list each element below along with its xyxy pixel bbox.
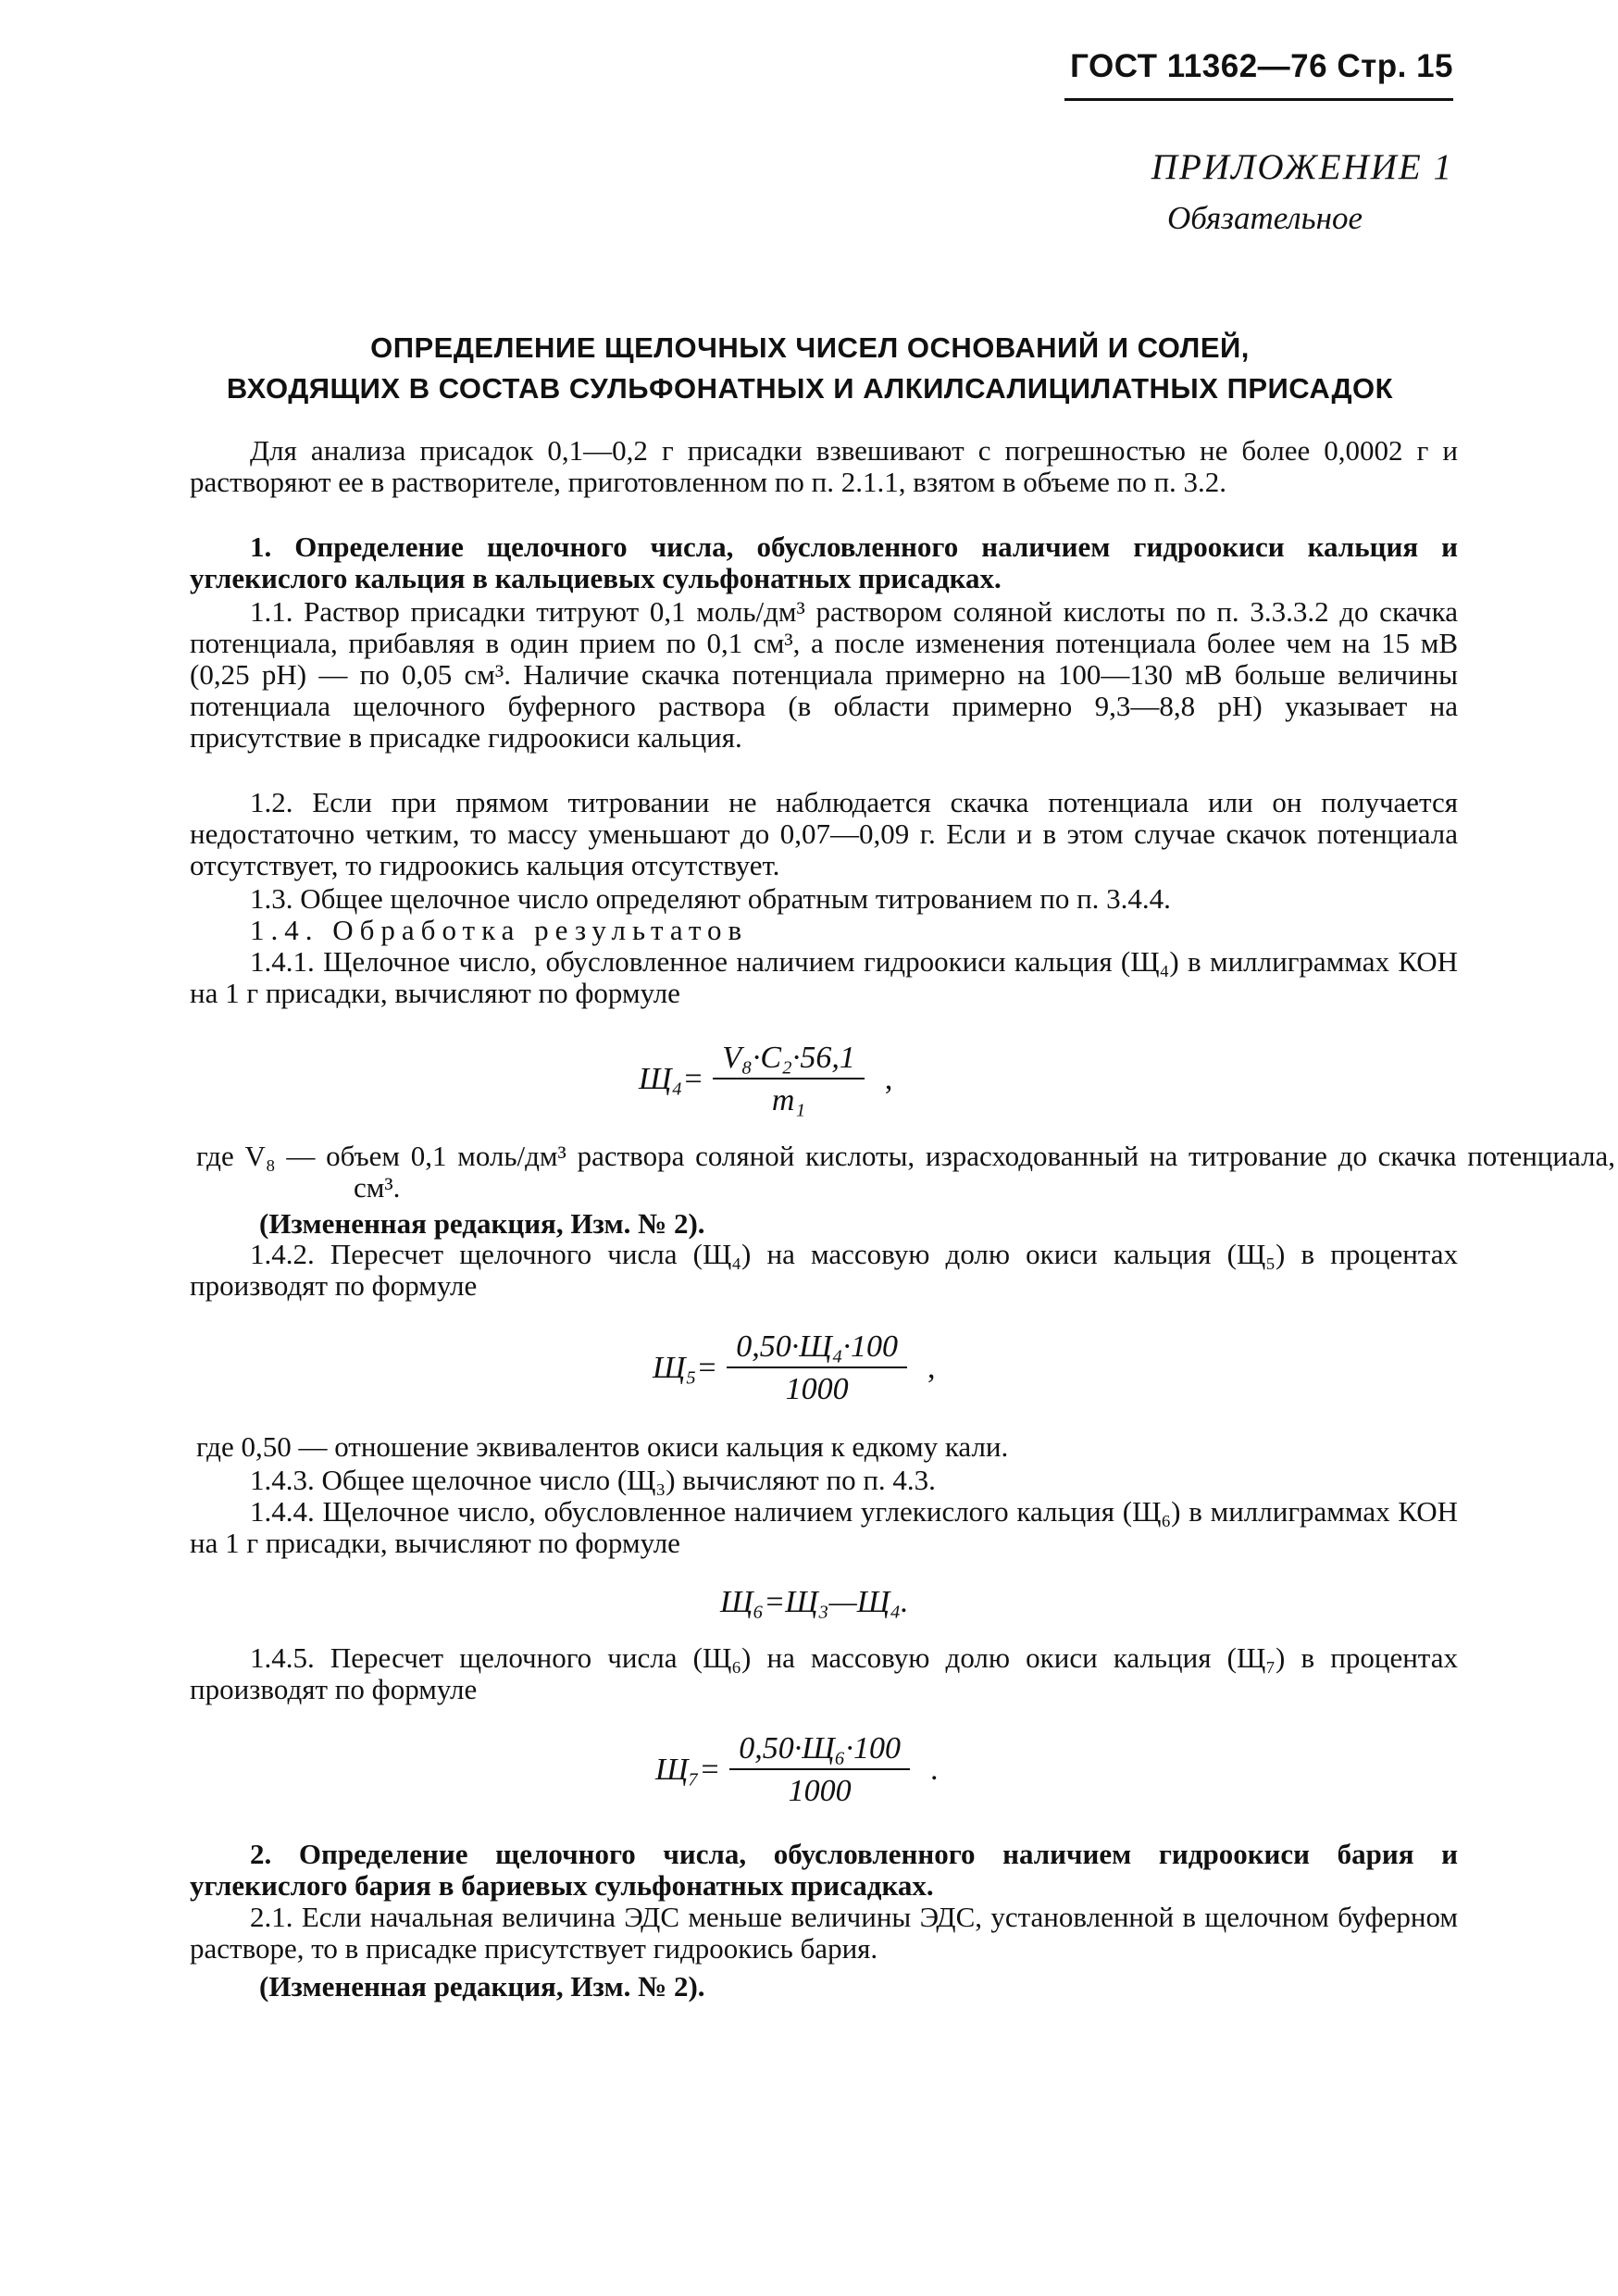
intro-paragraph: Для анализа присадок 0,1—0,2 г присадки взвешивают с погрешностью не более 0,0002 г и растворяют ее в растворителе, приготовленном по п. 2.1.1, взятом в объеме по п. 3.2.	[190, 434, 1458, 498]
where-v8: где V₈ — объем 0,1 моль/дм³ раствора соляной кислоты, израсходованный на титрование до скачка потенциала, см³.	[196, 1140, 1615, 1204]
paragraph-1-4-1: 1.4.1. Щелочное число, обусловленное наличием гидроокиси кальция (Щ₄) в миллиграммах КОН на 1 г присадки, вычисляют по формуле	[190, 945, 1458, 1009]
formula-shch7-fraction	[729, 1731, 910, 1809]
section-1-heading: 1. Определение щелочного числа, обусловленного наличием гидроокиси кальция и углекислого кальция в кальциевых сульфонатных присадках.	[190, 530, 1458, 594]
page-header: ГОСТ 11362—76 Стр. 15	[1070, 48, 1453, 84]
paragraph-1-4: 1.4. Обработка результатов	[250, 914, 749, 946]
paragraph-1-3: 1.3. Общее щелочное число определяют обратным титрованием по п. 3.4.4.	[250, 882, 1171, 915]
formula-shch5-punct: ,	[927, 1351, 936, 1385]
formula-shch7-numerator: 0,50·Щ₆·100	[729, 1731, 910, 1770]
appendix-status: Обязательное	[1167, 200, 1363, 236]
document-title-line-2: ВХОДЯЩИХ В СОСТАВ СУЛЬФОНАТНЫХ И АЛКИЛСАЛИЦИЛАТНЫХ ПРИСАДОК	[226, 372, 1394, 405]
paragraph-1-4-4: 1.4.4. Щелочное число, обусловленное наличием углекислого кальция (Щ₆) в миллиграммах КОН на 1 г присадки, вычисляют по формуле	[190, 1495, 1458, 1559]
formula-shch5-numerator: 0,50·Щ₄·100	[727, 1329, 907, 1368]
formula-shch5-lhs: Щ₅=	[653, 1351, 718, 1385]
document-title-line-1: ОПРЕДЕЛЕНИЕ ЩЕЛОЧНЫХ ЧИСЕЛ ОСНОВАНИЙ И СОЛЕЙ,	[370, 331, 1250, 364]
paragraph-1-1: 1.1. Раствор присадки титруют 0,1 моль/дм³ раствором соляной кислоты по п. 3.3.3.2 до скачка потенциала, прибавляя в один прием по 0,1 см³, а после изменения потенциала более чем на 15 мВ (0,25 pH) — по 0,05 см³. Наличие скачка потенциала примерно на 100—130 мВ больше величины потенциала щелочного буферного раствора (в области примерно 9,3—8,8 pH) указывает на присутствие в присадке гидроокиси кальция.	[190, 595, 1458, 754]
formula-shch4-denominator: m₁	[771, 1083, 806, 1117]
formula-shch6: Щ₆=Щ₃—Щ₄.	[720, 1585, 909, 1619]
paragraph-1-4-3: 1.4.3. Общее щелочное число (Щ₃) вычисляют по п. 4.3.	[250, 1464, 936, 1496]
formula-shch4-numerator: V₈·C₂·56,1	[713, 1041, 865, 1079]
paragraph-1-4-5: 1.4.5. Пересчет щелочного числа (Щ₆) на массовую долю окиси кальция (Щ₇) в процентах производят по формуле	[190, 1641, 1458, 1705]
paragraph-2-1: 2.1. Если начальная величина ЭДС меньше величины ЭДС, установленной в щелочном буферном растворе, то в присадке присутствует гидроокись бария.	[190, 1901, 1458, 1965]
redaction-note-2: (Измененная редакция, Изм. № 2).	[259, 1970, 705, 2003]
formula-shch4-punct: ,	[884, 1062, 893, 1096]
formula-shch4	[639, 1041, 892, 1118]
formula-shch4-lhs: Щ₄=	[639, 1062, 704, 1096]
paragraph-1-2: 1.2. Если при прямом титровании не наблюдается скачка потенциала или он получается недостаточно четким, то массу уменьшают до 0,07—0,09 г. Если и в этом случае скачок потенциала отсутствует, то гидроокись кальция отсутствует.	[190, 786, 1458, 881]
formula-shch7	[655, 1731, 939, 1809]
header-rule	[1064, 98, 1453, 101]
formula-shch7-denominator: 1000	[788, 1774, 852, 1808]
formula-shch5-fraction	[727, 1329, 907, 1407]
redaction-note-1: (Измененная редакция, Изм. № 2).	[259, 1207, 705, 1240]
where-050: где 0,50 — отношение эквивалентов окиси кальция к едкому кали.	[196, 1430, 1009, 1463]
formula-shch5	[653, 1329, 936, 1407]
section-2-heading: 2. Определение щелочного числа, обусловленного наличием гидроокиси бария и углекислого бария в бариевых сульфонатных присадках.	[190, 1838, 1458, 1902]
formula-shch5-denominator: 1000	[785, 1372, 849, 1406]
appendix-title: ПРИЛОЖЕНИЕ 1	[1151, 147, 1453, 187]
formula-shch7-punct: .	[930, 1753, 939, 1787]
formula-shch7-lhs: Щ₇=	[655, 1753, 721, 1787]
paragraph-1-4-2: 1.4.2. Пересчет щелочного числа (Щ₄) на массовую долю окиси кальция (Щ₅) в процентах производят по формуле	[190, 1238, 1458, 1302]
formula-shch4-fraction	[713, 1041, 865, 1118]
